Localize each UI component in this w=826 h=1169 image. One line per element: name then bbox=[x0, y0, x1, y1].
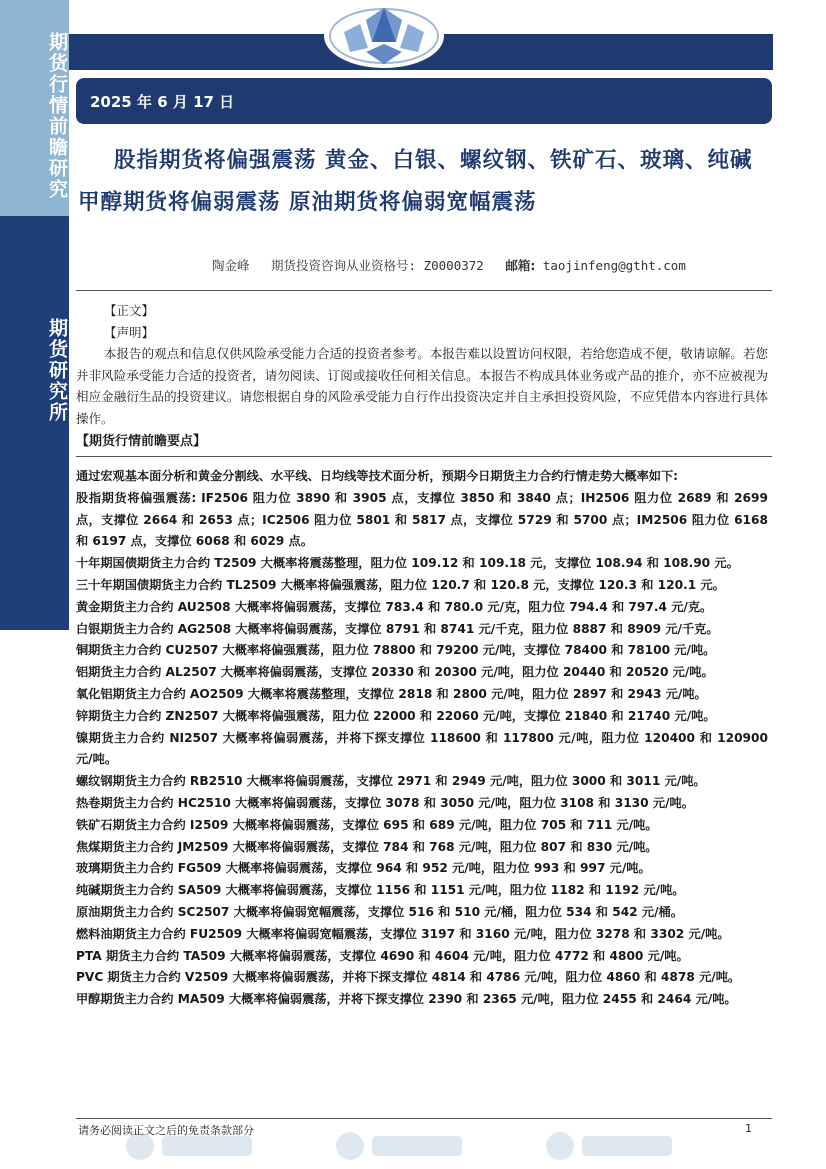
list-item: 镍期货主力合约 NI2507 大概率将偏弱震荡，并将下探支撑位 118600 和 117800 元/吨，阻力位 120400 和 120900 元/吨。 bbox=[76, 730, 768, 767]
list-item: 氧化铝期货主力合约 AO2509 大概率将震荡整理，支撑位 2818 和 2800 元/吨，阻力位 2897 和 2943 元/吨。 bbox=[76, 686, 707, 701]
header-divider bbox=[76, 290, 772, 291]
forecast-intro: 通过宏观基本面分析和黄金分割线、水平线、日均线等技术面分析，预期今日期货主力合约行情走势大概率如下: bbox=[76, 469, 679, 483]
list-item: 股指期货将偏强震荡: IF2506 阻力位 3890 和 3905 点，支撑位 3850 和 3840 点；IH2506 阻力位 2689 和 2699 点，支撑位 2664 和 2653 点；IC2506 阻力位 5801 和 5817 点，支撑位 5729 和 5700 点；IM2506 阻力位 6168 和 6197 点，支撑位 6068 和 6029 点。 bbox=[76, 490, 768, 549]
email-label: 邮箱: bbox=[505, 258, 536, 273]
list-item: 玻璃期货主力合约 FG509 大概率将偏弱震荡，支撑位 964 和 952 元/吨，阻力位 993 和 997 元/吨。 bbox=[76, 861, 651, 876]
author-email[interactable]: taojinfeng@gtht.com bbox=[542, 258, 686, 273]
list-item: 三十年期国债期货主力合约 TL2509 大概率将偏强震荡，阻力位 120.7 和 120.8 元，支撑位 120.3 和 120.1 元。 bbox=[76, 577, 725, 592]
list-item: 十年期国债期货主力合约 T2509 大概率将震荡整理，阻力位 109.12 和 109.18 元，支撑位 108.94 和 108.90 元。 bbox=[76, 556, 739, 571]
section-divider bbox=[76, 456, 772, 457]
list-item: PTA 期货主力合约 TA509 大概率将偏弱震荡，支撑位 4690 和 4604 元/吨，阻力位 4772 和 4800 元/吨。 bbox=[76, 948, 689, 963]
author-qualification: 期货投资咨询从业资格号: Z0000372 bbox=[271, 258, 484, 273]
section-zhengwen: 【正文】 bbox=[104, 303, 155, 318]
list-item: 白银期货主力合约 AG2508 大概率将偏弱震荡，支撑位 8791 和 8741 元/千克，阻力位 8887 和 8909 元/千克。 bbox=[76, 621, 719, 636]
list-item: 燃料油期货主力合约 FU2509 大概率将偏弱宽幅震荡，支撑位 3197 和 3160 元/吨，阻力位 3278 和 3302 元/吨。 bbox=[76, 926, 730, 941]
author-name: 陶金峰 bbox=[212, 258, 250, 273]
sidebar-top-label: 期货行情前瞻研究 bbox=[46, 32, 68, 200]
report-date: 2025 年 6 月 17 日 bbox=[90, 93, 235, 111]
sidebar-top-panel bbox=[0, 0, 69, 216]
list-item: PVC 期货主力合约 V2509 大概率将偏弱震荡，并将下探支撑位 4814 和 4786 元/吨，阻力位 4860 和 4878 元/吨。 bbox=[76, 970, 741, 985]
list-item: 热卷期货主力合约 HC2510 大概率将偏弱震荡，支撑位 3078 和 3050 元/吨，阻力位 3108 和 3130 元/吨。 bbox=[76, 795, 694, 810]
list-item: 纯碱期货主力合约 SA509 大概率将偏弱震荡，支撑位 1156 和 1151 元/吨，阻力位 1182 和 1192 元/吨。 bbox=[76, 883, 685, 898]
list-item: 原油期货主力合约 SC2507 大概率将偏弱宽幅震荡，支撑位 516 和 510 元/桶，阻力位 534 和 542 元/桶。 bbox=[76, 904, 683, 919]
list-item: 铜期货主力合约 CU2507 大概率将偏强震荡，阻力位 78800 和 79200 元/吨，支撑位 78400 和 78100 元/吨。 bbox=[76, 643, 716, 658]
author-line bbox=[212, 256, 772, 274]
section-key-points-title: 【期货行情前瞻要点】 bbox=[76, 434, 207, 449]
report-title: 股指期货将偏强震荡 黄金、白银、螺纹钢、铁矿石、玻璃、纯碱甲醇期货将偏弱震荡 原油期货将偏弱宽幅震荡 bbox=[78, 148, 753, 215]
list-item: 锌期货主力合约 ZN2507 大概率将偏强震荡，阻力位 22000 和 22060 元/吨，支撑位 21840 和 21740 元/吨。 bbox=[76, 708, 716, 723]
list-item: 甲醇期货主力合约 MA509 大概率将偏弱震荡，并将下探支撑位 2390 和 2365 元/吨，阻力位 2455 和 2464 元/吨。 bbox=[76, 992, 737, 1007]
disclaimer-paragraph: 本报告的观点和信息仅供风险承受能力合适的投资者参考。本报告难以设置访问权限，若给您造成不便，敬请谅解。若您并非风险承受能力合适的投资者，请勿阅读、订阅或接收任何相关信息。本报告不构成具体业务或产品的推介，亦不应被视为相应金融衍生品的投资建议。请您根据自身的风险承受能力自行作出投资决定并自主承担投资风险，不应凭借本内容进行具体操作。 bbox=[76, 346, 768, 426]
list-item: 螺纹钢期货主力合约 RB2510 大概率将偏弱震荡，支撑位 2971 和 2949 元/吨，阻力位 3000 和 3011 元/吨。 bbox=[76, 774, 706, 789]
list-item: 铝期货主力合约 AL2507 大概率将偏弱震荡，支撑位 20330 和 20300 元/吨，阻力位 20440 和 20520 元/吨。 bbox=[76, 665, 714, 680]
date-bar bbox=[76, 78, 772, 124]
footer-divider bbox=[76, 1118, 772, 1119]
page-number: 1 bbox=[745, 1122, 752, 1135]
list-item: 铁矿石期货主力合约 I2509 大概率将偏弱震荡，支撑位 695 和 689 元/吨，阻力位 705 和 711 元/吨。 bbox=[76, 817, 658, 832]
diamond-logo-icon bbox=[322, 2, 446, 70]
footer-note: 请务必阅读正文之后的免责条款部分 bbox=[78, 1124, 254, 1137]
report-body bbox=[76, 300, 768, 453]
forecast-list bbox=[76, 466, 768, 1011]
sidebar-bottom-label: 期货研究所 bbox=[46, 317, 68, 423]
page-footer bbox=[76, 1122, 772, 1152]
list-item: 黄金期货主力合约 AU2508 大概率将偏弱震荡，支撑位 783.4 和 780.0 元/克，阻力位 794.4 和 797.4 元/克。 bbox=[76, 599, 713, 614]
section-shengming: 【声明】 bbox=[104, 324, 155, 340]
list-item: 焦煤期货主力合约 JM2509 大概率将偏弱震荡，支撑位 784 和 768 元/吨，阻力位 807 和 830 元/吨。 bbox=[76, 839, 658, 854]
